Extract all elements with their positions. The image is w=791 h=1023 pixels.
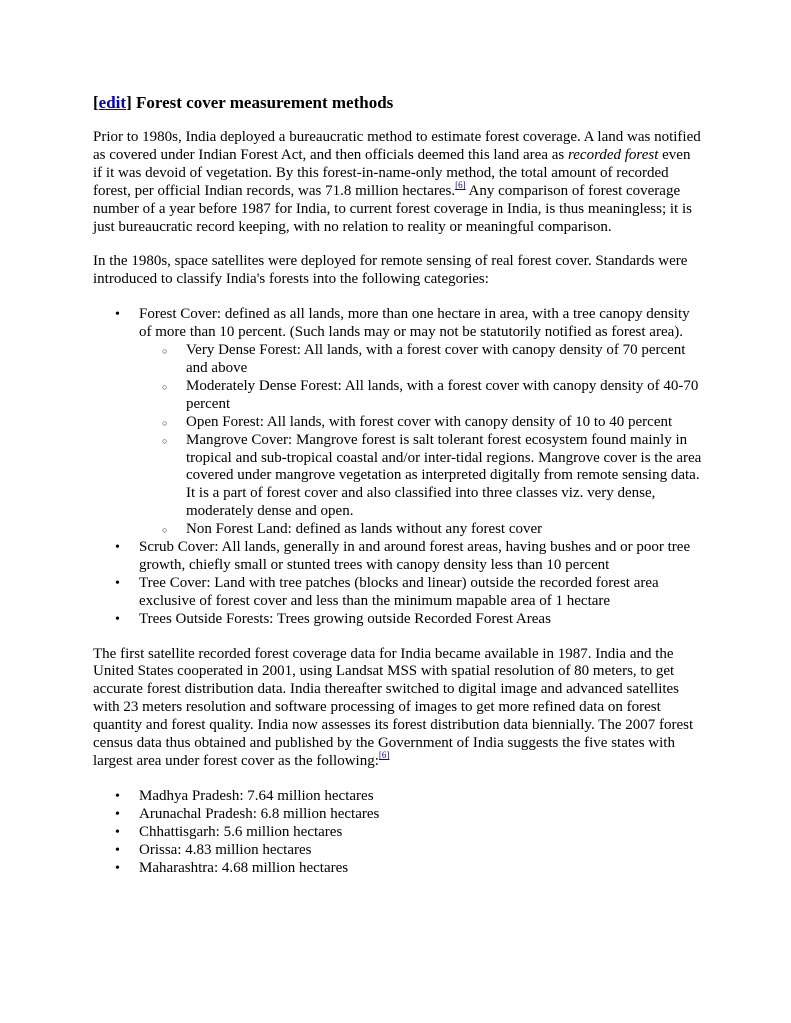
list-item-scrub-cover: • Scrub Cover: All lands, generally in and around forest areas, having bushes and or poor tree growth, chiefly small or stunted trees with canopy density less than 10 percent: [139, 539, 703, 575]
list-item-state: • Chhattisgarh: 5.6 million hectares: [139, 824, 703, 842]
edit-link[interactable]: edit: [98, 93, 127, 112]
states-list: [93, 788, 703, 878]
list-item-mangrove: ○ Mangrove Cover: Mangrove forest is salt tolerant forest ecosystem found mainly in tropical and sub-tropical coastal and/or inter-tidal regions. Mangrove cover is the area covered under mangrove vegetation as interpreted digitally from remote sensing data. It is a part of forest cover and also classified into three classes viz. very dense, moderately dense and open.: [186, 432, 703, 522]
section-title: Forest cover measurement methods: [131, 93, 394, 112]
citation-6[interactable]: [6]: [455, 179, 466, 190]
list-item-state: • Orissa: 4.83 million hectares: [139, 842, 703, 860]
article-section: [93, 93, 703, 894]
list-item-forest-cover: • Forest Cover: defined as all lands, more than one hectare in area, with a tree canopy density of more than 10 percent. (Such lands may or may not be statutorily notified as forest area). ○ Very Dense Forest: All lands, with a forest cover with canopy density of 70 percent and above ○ Moderately Dense Forest: All lands, with a forest cover with canopy density of 40-70 percent ○ Open Forest: All lands, with forest cover with canopy density of 10 to 40 percent ○ Mangrove Cover: Mangrove forest is salt tolerant forest ecosystem found mainly in tropical and sub-tropical coastal and/or inter-tidal regions. Mangrove cover is the area covered under mangrove vegetation as interpreted digitally from remote sensing data. It is a part of forest cover and also classified into three classes viz. very dense, moderately dense and open. ○ Non Forest Land: defined as lands without any forest cover: [139, 306, 703, 539]
list-item-moderately-dense: ○ Moderately Dense Forest: All lands, with a forest cover with canopy density of 40-70 percent: [186, 378, 703, 414]
paragraph-satellites: In the 1980s, space satellites were deployed for remote sensing of real forest cover. Standards were introduced to classify India's forests into the following categories:: [93, 253, 688, 288]
forest-cover-sublist: [139, 342, 703, 539]
list-item-tree-cover: • Tree Cover: Land with tree patches (blocks and linear) outside the recorded forest area exclusive of forest cover and less than the minimum mapable area of 1 hectare: [139, 575, 703, 611]
citation-6-second[interactable]: [6]: [378, 750, 390, 760]
recorded-forest-term: recorded forest: [567, 146, 659, 163]
list-item-very-dense: ○ Very Dense Forest: All lands, with a forest cover with canopy density of 70 percent and above: [186, 342, 703, 378]
list-item-state: • Arunachal Pradesh: 6.8 million hectares: [139, 806, 703, 824]
list-item-state: • Madhya Pradesh: 7.64 million hectares: [139, 788, 703, 806]
bracket-close: ]: [126, 93, 132, 112]
bracket-open: [: [93, 93, 99, 112]
paragraph-census: The first satellite recorded forest coverage data for India became available in 1987. India and the United States cooperated in 2001, using Landsat MSS with spatial resolution of 80 meters, to get accurate forest distribution data. India thereafter switched to digital image and advanced satellites with 23 meters resolution and software processing of images to get more refined data on forest quantity and forest quality. India now assesses its forest distribution data biennially. The 2007 forest census data thus obtained and published by the Government of India suggests the five states with largest area under forest cover as the following:[6]: [93, 645, 694, 769]
list-item-trees-outside: • Trees Outside Forests: Trees growing outside Recorded Forest Areas: [139, 611, 703, 629]
list-item-state: • Maharashtra: 4.68 million hectares: [139, 860, 703, 878]
list-item-non-forest: ○ Non Forest Land: defined as lands without any forest cover: [186, 521, 703, 539]
category-list: [93, 306, 703, 628]
section-heading: [93, 93, 703, 113]
list-item-open-forest: ○ Open Forest: All lands, with forest cover with canopy density of 10 to 40 percent: [186, 414, 703, 432]
paragraph-recorded-forest: Prior to 1980s, India deployed a bureaucratic method to estimate forest coverage. A land was notified as covered under Indian Forest Act, and then officials deemed this land area as recorded forest even if it was devoid of vegetation. By this forest-in-name-only method, the total amount of recorded forest, per official Indian records, was 71.8 million hectares.[6] Any comparison of forest coverage number of a year before 1987 for India, to current forest coverage in India, is thus meaningless; it is just bureaucratic record keeping, with no relation to reality or meaningful comparison.: [93, 129, 701, 235]
